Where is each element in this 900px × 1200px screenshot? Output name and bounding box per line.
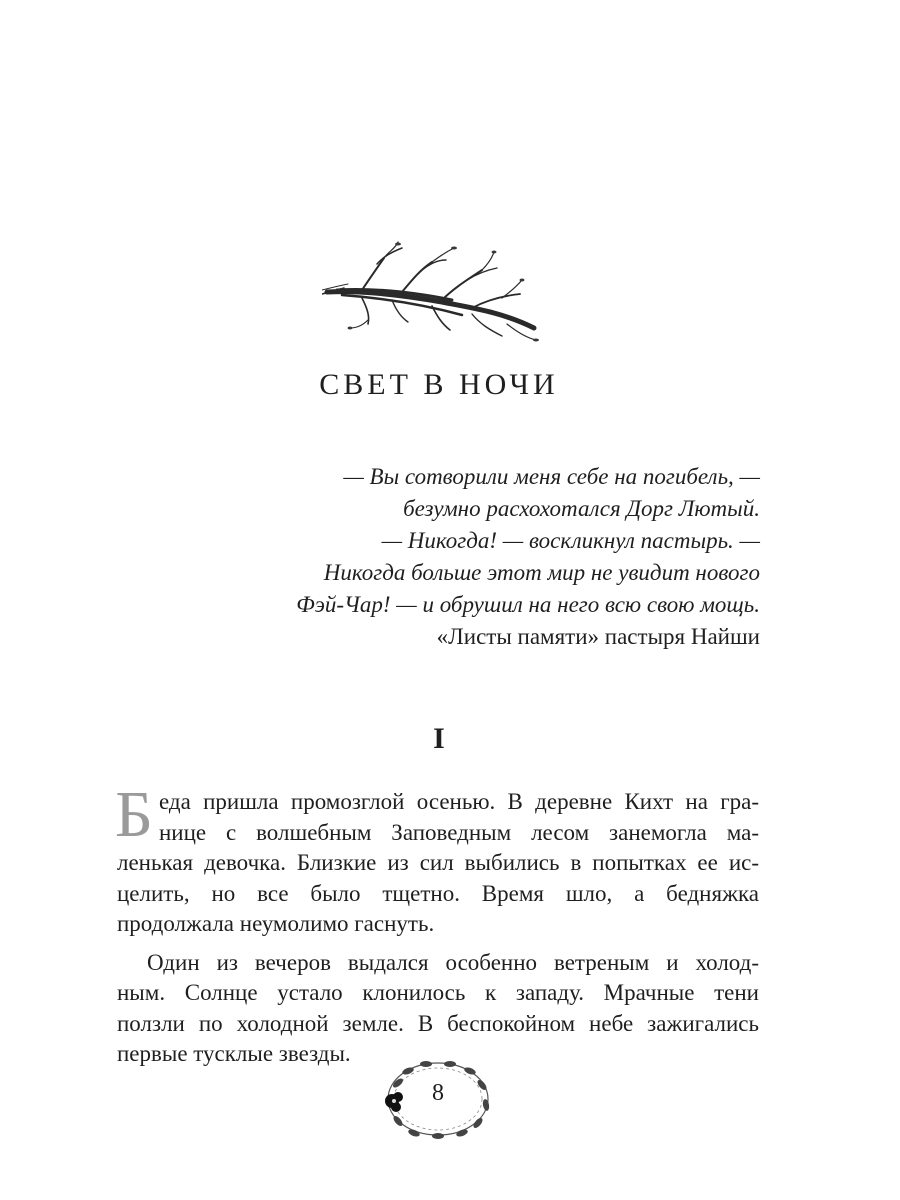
text-line: Один из вечеров выдался особенно ветреным и холод- — [147, 949, 759, 975]
text-line: продолжала неумолимо гаснуть. — [117, 911, 435, 936]
epigraph-line: Никогда больше этот мир не увидит нового — [323, 560, 760, 585]
tree-branch-icon — [322, 240, 542, 350]
drop-cap: Б — [115, 778, 153, 851]
page-number: 8 — [432, 1080, 444, 1106]
epigraph-line: безумно расхохотался Дорг Лютый. — [403, 496, 760, 521]
text-line: целить, но все было тщетно. Время шло, а бедняжка — [117, 880, 759, 906]
epigraph-line: — Вы сотворили меня себе на погибель, — — [343, 464, 760, 489]
text-line: ным. Солнце устало клонилось к западу. Мрачные тени — [117, 980, 759, 1005]
chapter-title: СВЕТ В НОЧИ — [319, 368, 559, 401]
body-text — [115, 778, 759, 1070]
paragraph — [115, 778, 759, 940]
text-line: первые тусклые звезды. — [117, 1041, 351, 1066]
epigraph — [240, 461, 760, 621]
text-line: ленькая девочка. Близкие из сил выбились в попытках ее ис- — [117, 850, 759, 875]
text-line: ползли по холодной земле. В беспокойном небе зажигались — [117, 1010, 759, 1036]
section-number: I — [433, 722, 445, 755]
epigraph-line: Фэй-Чар! — и обрушил на него всю свою мощь. — [296, 592, 760, 617]
epigraph-source: «Листы памяти» пастыря Найши — [436, 624, 760, 649]
text-line: нице с волшебным Заповедным лесом занемогла ма- — [159, 819, 759, 845]
epigraph-line: — Никогда! — воскликнул пастырь. — — [381, 528, 760, 553]
text-line: еда пришла промозглой осенью. В деревне Кихт на гра- — [159, 789, 759, 814]
paragraph — [117, 948, 759, 1070]
